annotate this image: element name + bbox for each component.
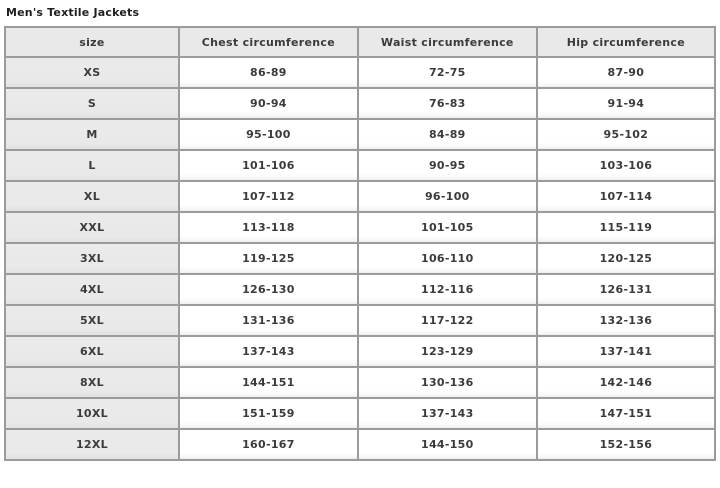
value-cell: 86-89 xyxy=(179,57,358,88)
value-cell: 120-125 xyxy=(537,243,715,274)
column-header: Chest circumference xyxy=(179,27,358,57)
table-row xyxy=(5,398,715,429)
table-row xyxy=(5,429,715,460)
size-cell: 4XL xyxy=(5,274,179,305)
value-cell: 123-129 xyxy=(358,336,537,367)
value-cell: 147-151 xyxy=(537,398,715,429)
value-cell: 91-94 xyxy=(537,88,715,119)
size-cell: XS xyxy=(5,57,179,88)
value-cell: 107-114 xyxy=(537,181,715,212)
size-chart-table xyxy=(4,26,716,461)
size-cell: 3XL xyxy=(5,243,179,274)
table-row xyxy=(5,150,715,181)
value-cell: 72-75 xyxy=(358,57,537,88)
size-cell: 5XL xyxy=(5,305,179,336)
value-cell: 103-106 xyxy=(537,150,715,181)
value-cell: 152-156 xyxy=(537,429,715,460)
value-cell: 126-130 xyxy=(179,274,358,305)
size-cell: L xyxy=(5,150,179,181)
column-header: Waist circumference xyxy=(358,27,537,57)
table-row xyxy=(5,367,715,398)
value-cell: 107-112 xyxy=(179,181,358,212)
value-cell: 90-94 xyxy=(179,88,358,119)
value-cell: 113-118 xyxy=(179,212,358,243)
value-cell: 132-136 xyxy=(537,305,715,336)
table-row xyxy=(5,88,715,119)
value-cell: 95-102 xyxy=(537,119,715,150)
value-cell: 151-159 xyxy=(179,398,358,429)
page-title: Men's Textile Jackets xyxy=(6,6,140,19)
size-cell: 8XL xyxy=(5,367,179,398)
column-header-size: size xyxy=(5,27,179,57)
size-cell: S xyxy=(5,88,179,119)
table-row xyxy=(5,119,715,150)
value-cell: 84-89 xyxy=(358,119,537,150)
size-cell: 12XL xyxy=(5,429,179,460)
size-cell: XL xyxy=(5,181,179,212)
value-cell: 117-122 xyxy=(358,305,537,336)
value-cell: 90-95 xyxy=(358,150,537,181)
value-cell: 95-100 xyxy=(179,119,358,150)
table-row xyxy=(5,274,715,305)
value-cell: 137-141 xyxy=(537,336,715,367)
size-cell: 10XL xyxy=(5,398,179,429)
value-cell: 160-167 xyxy=(179,429,358,460)
value-cell: 131-136 xyxy=(179,305,358,336)
value-cell: 76-83 xyxy=(358,88,537,119)
value-cell: 144-151 xyxy=(179,367,358,398)
value-cell: 144-150 xyxy=(358,429,537,460)
value-cell: 101-105 xyxy=(358,212,537,243)
value-cell: 142-146 xyxy=(537,367,715,398)
value-cell: 96-100 xyxy=(358,181,537,212)
table-row xyxy=(5,305,715,336)
value-cell: 130-136 xyxy=(358,367,537,398)
table-row xyxy=(5,243,715,274)
value-cell: 112-116 xyxy=(358,274,537,305)
column-header: Hip circumference xyxy=(537,27,715,57)
value-cell: 137-143 xyxy=(358,398,537,429)
header-row xyxy=(5,27,715,57)
size-cell: M xyxy=(5,119,179,150)
value-cell: 137-143 xyxy=(179,336,358,367)
value-cell: 106-110 xyxy=(358,243,537,274)
value-cell: 115-119 xyxy=(537,212,715,243)
table-row xyxy=(5,336,715,367)
table-row xyxy=(5,181,715,212)
size-cell: XXL xyxy=(5,212,179,243)
table-row xyxy=(5,57,715,88)
value-cell: 126-131 xyxy=(537,274,715,305)
value-cell: 101-106 xyxy=(179,150,358,181)
value-cell: 119-125 xyxy=(179,243,358,274)
size-cell: 6XL xyxy=(5,336,179,367)
table-row xyxy=(5,212,715,243)
value-cell: 87-90 xyxy=(537,57,715,88)
